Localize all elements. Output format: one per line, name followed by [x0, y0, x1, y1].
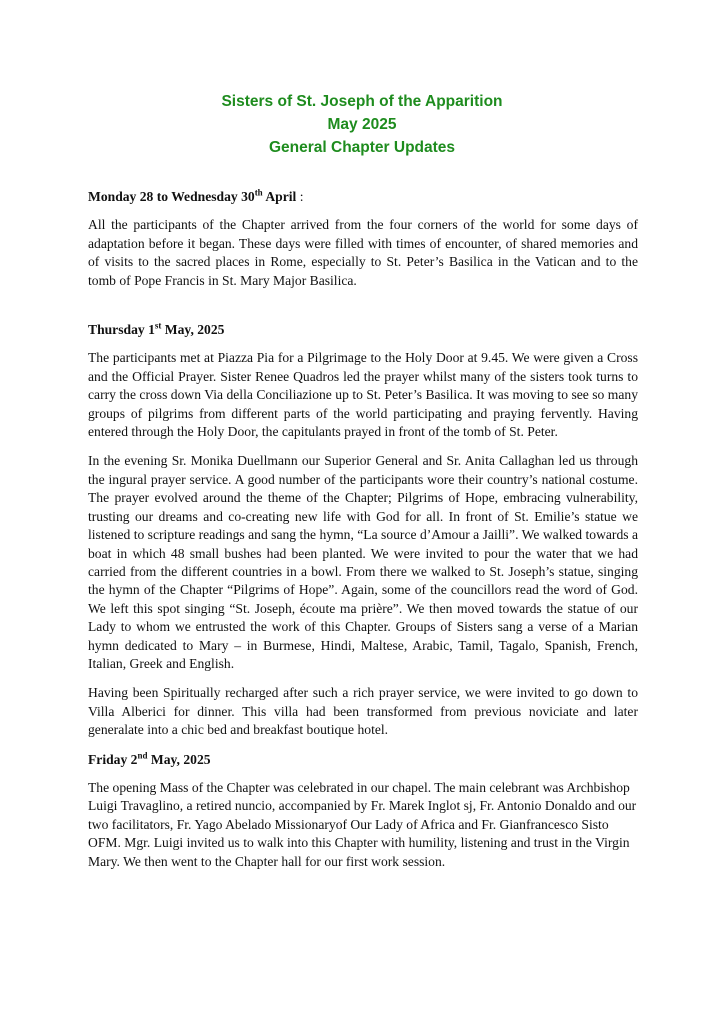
section-heading-monday	[88, 188, 638, 206]
paragraph-evening-prayer: In the evening Sr. Monika Duellmann our Superior General and Sr. Anita Callaghan led us through the ingural prayer service. A good number of the participants wore their country’s national costume. The prayer evolved around the theme of the Chapter; Pilgrims of Hope, embracing vulnerability, trusting our dreams and co-creating new life with God for all. In front of St. Emilie’s statue we listened to scripture readings and sang the hymn, “La source d’Amour a Jailli”. We walked towards a boat in which 48 small bushes had been planted. We were invited to pour the water that we had carried from the different countries in a bowl. From there we walked to St. Joseph’s statue, singing the hymn of the Chapter “Pilgrims of Hope”. Again, some of the councillors read the word of God. We left this spot singing “St. Joseph, écoute ma prière”. We then moved towards the statue of our Lady to whom we entrusted the work of this Chapter. Groups of Sisters sang a verse of a Marian hymn dedicated to Mary – in Burmese, Hindi, Maltese, Arabic, Tamil, Tagalo, Spanish, French, Italian, Greek and English.	[88, 453, 638, 671]
section-spacer	[88, 301, 638, 321]
document-title	[0, 90, 724, 159]
title-line-congregation: Sisters of St. Joseph of the Apparition	[221, 93, 503, 110]
ordinal-suffix: th	[254, 187, 263, 198]
paragraph-arrival: All the participants of the Chapter arrived from the four corners of the world for some days of adaptation before it began. These days were filled with times of encounter, of shared memories and of visits to the sacred places in Rome, especially to St. Peter’s Basilica in the Vatican and to the tomb of Pope Francis in St. Mary Major Basilica.	[88, 217, 638, 288]
document-body	[88, 188, 638, 882]
heading-date-text: Friday 2	[88, 751, 138, 767]
paragraph-opening-mass: The opening Mass of the Chapter was celebrated in our chapel. The main celebrant was Archbishop Luigi Travaglino, a retired nuncio, accompanied by Fr. Marek Inglot sj, Fr. Antonio Donaldo and our two facilitators, Fr. Yago Abelado Missionaryof Our Lady of Africa and Fr. Gianfrancesco Sisto OFM. Mgr. Luigi invited us to walk into this Chapter with humility, listening and trust in the Virgin Mary. We then went to the Chapter hall for our first work session.	[88, 779, 637, 869]
heading-date-text: Thursday 1	[88, 322, 155, 338]
heading-month-text: May, 2025	[161, 322, 225, 338]
paragraph-pilgrimage: The participants met at Piazza Pia for a Pilgrimage to the Holy Door at 9.45. We were given a Cross and the Official Prayer. Sister Renee Quadros led the prayer whilst many of the sisters took turns to carry the cross down Via della Conciliazione up to St. Peter’s Basilica. It was moving to see so many groups of pilgrims from different parts of the world participating and praying fervently. Having entered through the Holy Door, the capitulants prayed in front of the tomb of St. Peter.	[88, 350, 638, 440]
title-line-date: May 2025	[327, 116, 397, 133]
section-heading-friday	[88, 751, 638, 769]
heading-month-text: May, 2025	[147, 751, 211, 767]
ordinal-suffix: st	[154, 320, 162, 331]
ordinal-suffix: nd	[137, 750, 148, 761]
paragraph-dinner: Having been Spiritually recharged after such a rich prayer service, we were invited to go down to Villa Alberici for dinner. This villa had been transformed from previous noviciate and later generalate into a chic bed and breakfast boutique hotel.	[88, 685, 638, 738]
heading-month-text: April	[262, 189, 297, 204]
title-line-subject: General Chapter Updates	[268, 139, 456, 156]
heading-colon: :	[296, 189, 304, 204]
section-heading-thursday	[88, 321, 638, 339]
heading-date-text: Monday 28 to Wednesday 30	[88, 189, 255, 204]
